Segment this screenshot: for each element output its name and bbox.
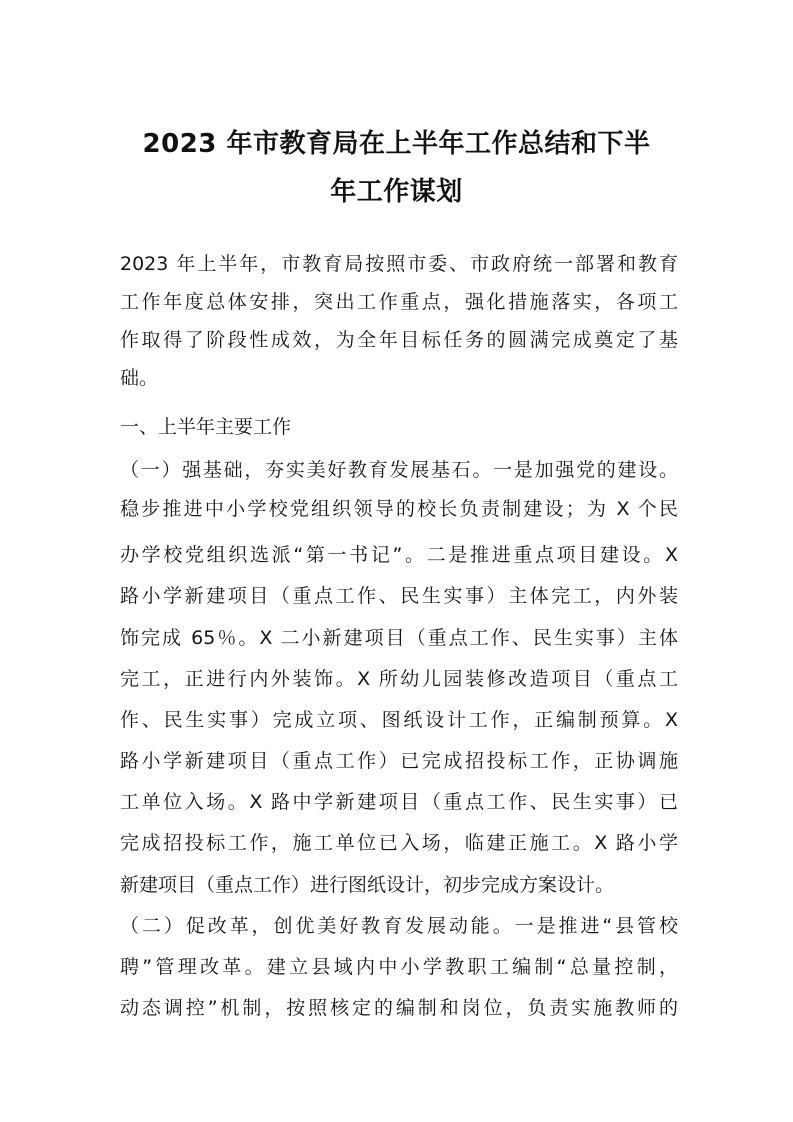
body-line: （二）促改革，创优美好教育发展动能。一是推进“县管校 (120, 915, 678, 937)
section-heading: 一、上半年主要工作 (120, 416, 292, 438)
document-title-line-1: 2023 年市教育局在上半年工作总结和下半 (142, 129, 651, 159)
body-line: 新建项目（重点工作）进行图纸设计，初步完成方案设计。 (120, 874, 615, 896)
body-line: 作取得了阶段性成效，为全年目标任务的圆满完成奠定了基 (120, 329, 678, 351)
body-line: 作、民生实事）完成立项、图纸设计工作，正编制预算。X (120, 709, 678, 731)
body-line: 聘”管理改革。建立县域内中小学教职工编制“总量控制， (120, 956, 678, 978)
body-line: 饰完成 65％。X 二小新建项目（重点工作、民生实事）主体 (120, 627, 678, 649)
body-line: 稳步推进中小学校党组织领导的校长负责制建设；为 X 个民 (120, 498, 678, 520)
body-line: 工单位入场。X 路中学新建项目（重点工作、民生实事）已 (120, 791, 678, 813)
body-line: 础。 (120, 367, 159, 389)
body-line: （一）强基础，夯实美好教育发展基石。一是加强党的建设。 (120, 459, 678, 481)
body-line: 动态调控”机制，按照核定的编制和岗位，负责实施教师的 (120, 997, 678, 1019)
document-title-line-2: 年工作谋划 (330, 177, 463, 207)
body-line: 路小学新建项目（重点工作、民生实事）主体完工，内外装 (120, 585, 678, 607)
body-line: 2023 年上半年，市教育局按照市委、市政府统一部署和教育 (120, 253, 678, 275)
body-line: 完工，正进行内外装饰。X 所幼儿园装修改造项目（重点工 (120, 668, 678, 690)
body-line: 路小学新建项目（重点工作）已完成招投标工作，正协调施 (120, 750, 678, 772)
body-line: 完成招投标工作，施工单位已入场，临建正施工。X 路小学 (120, 832, 678, 854)
body-line: 办学校党组织选派“第一书记”。二是推进重点项目建设。X (120, 544, 678, 566)
body-line: 工作年度总体安排，突出工作重点，强化措施落实，各项工 (120, 291, 678, 313)
